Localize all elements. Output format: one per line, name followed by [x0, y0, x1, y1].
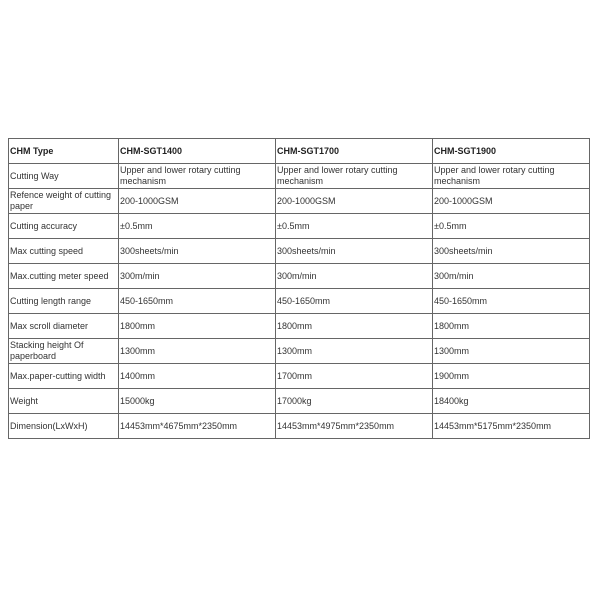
table-row — [9, 314, 590, 339]
header-cell-model-1400: CHM-SGT1400 — [119, 139, 276, 164]
table-cell: 300m/min — [276, 264, 433, 289]
table-row — [9, 389, 590, 414]
table-row — [9, 189, 590, 214]
table-cell: 15000kg — [119, 389, 276, 414]
table-cell: 1800mm — [119, 314, 276, 339]
table-row — [9, 364, 590, 389]
table-cell: 1300mm — [119, 339, 276, 364]
row-label: Max.paper-cutting width — [9, 364, 119, 389]
header-cell-model-1900: CHM-SGT1900 — [433, 139, 590, 164]
table-cell: 14453mm*5175mm*2350mm — [433, 414, 590, 439]
table-cell: 14453mm*4975mm*2350mm — [276, 414, 433, 439]
table-cell: ±0.5mm — [276, 214, 433, 239]
table-cell: 1300mm — [276, 339, 433, 364]
row-label: Max.cutting meter speed — [9, 264, 119, 289]
table-cell: 1800mm — [276, 314, 433, 339]
table-cell: 1800mm — [433, 314, 590, 339]
table-cell: 450-1650mm — [433, 289, 590, 314]
table-cell: 18400kg — [433, 389, 590, 414]
table-cell: Upper and lower rotary cutting mechanism — [119, 164, 276, 189]
row-label: Cutting length range — [9, 289, 119, 314]
table-cell: 300sheets/min — [119, 239, 276, 264]
table-cell: ±0.5mm — [119, 214, 276, 239]
table-cell: 300sheets/min — [433, 239, 590, 264]
table-cell: ±0.5mm — [433, 214, 590, 239]
table-row — [9, 164, 590, 189]
table-row — [9, 214, 590, 239]
table-row — [9, 264, 590, 289]
row-label: Cutting accuracy — [9, 214, 119, 239]
table-cell: 300sheets/min — [276, 239, 433, 264]
table-row — [9, 339, 590, 364]
table-cell: 17000kg — [276, 389, 433, 414]
table-row — [9, 414, 590, 439]
table-cell: 200-1000GSM — [119, 189, 276, 214]
table-cell: Upper and lower rotary cutting mechanism — [433, 164, 590, 189]
table-cell: 300m/min — [119, 264, 276, 289]
row-label: Refence weight of cutting paper — [9, 189, 119, 214]
table-row — [9, 239, 590, 264]
table-cell: 200-1000GSM — [276, 189, 433, 214]
table-cell: 450-1650mm — [119, 289, 276, 314]
table-cell: Upper and lower rotary cutting mechanism — [276, 164, 433, 189]
header-cell-type: CHM Type — [9, 139, 119, 164]
table-cell: 1900mm — [433, 364, 590, 389]
table-cell: 1400mm — [119, 364, 276, 389]
table-cell: 200-1000GSM — [433, 189, 590, 214]
header-cell-model-1700: CHM-SGT1700 — [276, 139, 433, 164]
row-label: Dimension(LxWxH) — [9, 414, 119, 439]
table-cell: 450-1650mm — [276, 289, 433, 314]
row-label: Stacking height Of paperboard — [9, 339, 119, 364]
table-header-row — [9, 139, 590, 164]
table-cell: 300m/min — [433, 264, 590, 289]
row-label: Weight — [9, 389, 119, 414]
table-cell: 14453mm*4675mm*2350mm — [119, 414, 276, 439]
row-label: Max cutting speed — [9, 239, 119, 264]
row-label: Max scroll diameter — [9, 314, 119, 339]
row-label: Cutting Way — [9, 164, 119, 189]
table-cell: 1700mm — [276, 364, 433, 389]
table-cell: 1300mm — [433, 339, 590, 364]
table-row — [9, 289, 590, 314]
spec-table — [8, 138, 590, 439]
